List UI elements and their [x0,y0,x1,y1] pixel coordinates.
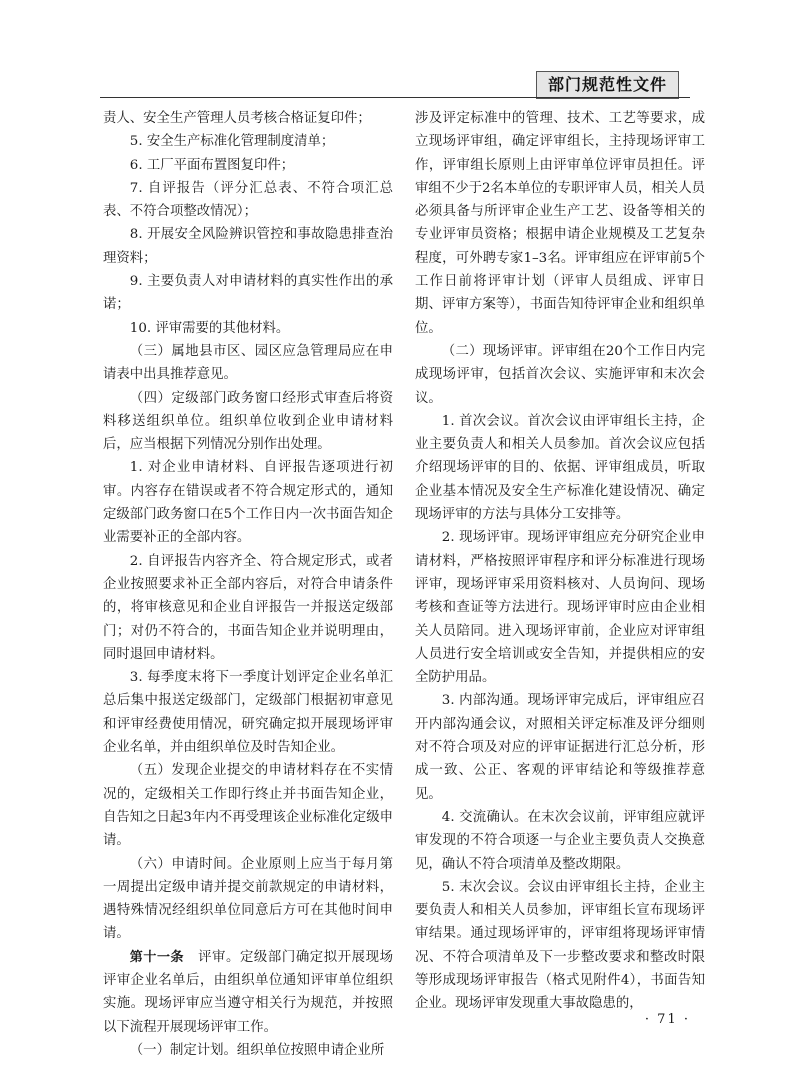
paragraph: （六）申请时间。企业原则上应当于每月第一周提出定级申请并提交前款规定的申请材料，遇特殊情况经组织单位同意后方可在其他时间申请。 [103,856,393,942]
paragraph: 7. 自评报告（评分汇总表、不符合项汇总表、不符合项整改情况）； [103,180,393,220]
paragraph: 3. 内部沟通。现场评审完成后，评审组应召开内部沟通会议，对照相关评定标准及评分细则对不符合项及对应的评审证据进行汇总分析，形成一致、公正、客观的评审结论和等级推荐意见。 [415,693,705,802]
article-text: 评审。定级部门确定拟开展现场评审企业名单后，由组织单位通知评审单位组织实施。现场评审应当遵守相关行为规范，并按照以下流程开展现场评审工作。 [103,949,393,1035]
paragraph: （三）属地县市区、园区应急管理局应在申请表中出具推荐意见。 [103,343,393,383]
paragraph: 1. 对企业申请材料、自评报告逐项进行初审。内容存在错误或者不符合规定形式的，通知定级部门政务窗口在5个工作日内一次书面告知企业需要补正的全部内容。 [103,460,393,546]
section-label: 部门规范性文件 [536,71,679,99]
paragraph: 责人、安全生产管理人员考核合格证复印件； [103,111,371,126]
paragraph: 10. 评审需要的其他材料。 [129,320,290,336]
paragraph: （四）定级部门政务窗口经形式审查后将资料移送组织单位。组织单位收到企业申请材料后，应当根据下列情况分别作出处理。 [103,390,393,453]
paragraph: 8. 开展安全风险辨识管控和事故隐患排查治理资料； [103,227,393,266]
paragraph: 3. 每季度末将下一季度计划评定企业名单汇总后集中报送定级部门，定级部门根据初审意见和评审经费使用情况，研究确定拟开展现场评审企业名单，并由组织单位及时告知企业。 [103,670,393,756]
left-column [103,107,393,1062]
paragraph: 9. 主要负责人对申请材料的真实性作出的承诺； [103,274,393,313]
paragraph: 5. 末次会议。会议由评审组长主持，企业主要负责人和相关人员参加，评审组长宣布现场评审结果。通过现场评审的，评审组将现场评审情况、不符合项清单及下一步整改要求和整改时限等形成现场评审报告（格式见附件4），书面告知企业。现场评审发现重大事故隐患的， [415,879,705,1012]
page-number: · 71 · [644,1012,690,1027]
paragraph: 2. 现场评审。现场评审组应充分研究企业申请材料，严格按照评审程序和评分标准进行现场评审，现场评审采用资料核对、人员询问、现场考核和查证等方法进行。现场评审时应由企业相关人员陪同。进入现场评审前，企业应对评审组人员进行安全培训或安全告知，并提供相应的安全防护用品。 [415,530,705,686]
paragraph: 1. 首次会议。首次会议由评审组长主持，企业主要负责人和相关人员参加。首次会议应包括介绍现场评审的目的、依据、评审组成员，听取企业基本情况及安全生产标准化建设情况、确定现场评审的方法与具体分工安排等。 [415,413,705,523]
paragraph: 6. 工厂平面布置图复印件； [129,157,295,173]
paragraph: 涉及评定标准中的管理、技术、工艺等要求，成立现场评审组，确定评审组长，主持现场评审工作，评审组长原则上由评审单位评审员担任。评审组不少于2名本单位的专职评审人员，相关人员必须具备与所评审企业生产工艺、设备等相关的专业评审员资格；根据申请企业规模及工艺复杂程度，可外聘专家1–3名。评审组应在评审前5个工作日前将评审计划（评审人员组成、评审日期、评审方案等），书面告知待评审企业和组织单位。 [415,111,705,336]
paragraph: （二）现场评审。评审组在20个工作日内完成现场评审，包括首次会议、实施评审和末次会议。 [415,343,705,406]
article-paragraph [103,946,393,1039]
paragraph: 2. 自评报告内容齐全、符合规定形式，或者企业按照要求补正全部内容后，对符合申请条件的，将审核意见和企业自评报告一并报送定级部门；对仍不符合的，书面告知企业并说明理由，同时退回申请材料。 [103,553,393,662]
paragraph: 5. 安全生产标准化管理制度清单； [129,134,335,150]
article-title: 第十一条 [129,949,185,965]
paragraph: 4. 交流确认。在末次会议前，评审组应就评审发现的不符合项逐一与企业主要负责人交换意见，确认不符合项清单及整改期限。 [415,809,705,872]
paragraph: （一）制定计划。组织单位按照申请企业所 [129,1042,385,1058]
header-rule [100,97,690,98]
right-column [415,107,705,1016]
paragraph: （五）发现企业提交的申请材料存在不实情况的，定级相关工作即行终止并书面告知企业，自告知之日起3年内不再受理该企业标准化定级申请。 [103,763,393,849]
